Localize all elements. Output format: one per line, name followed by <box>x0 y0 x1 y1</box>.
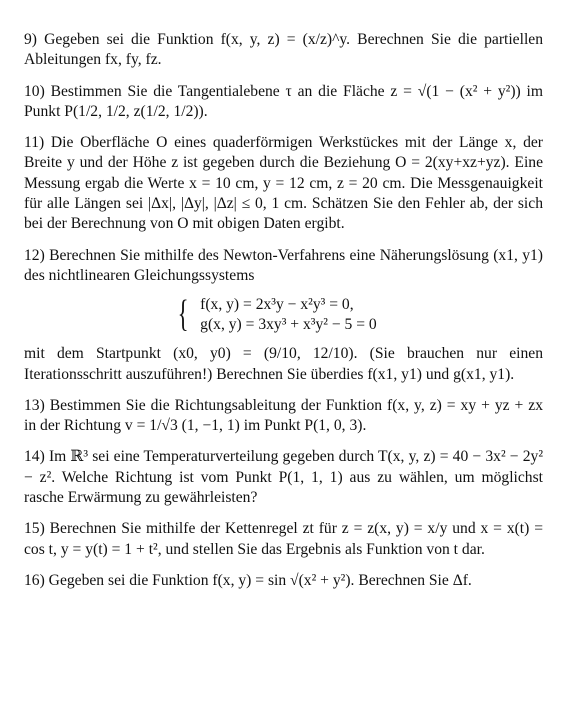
problem-12-start: mit dem Startpunkt (x0, y0) = (9/10, 12/10). (Sie brauchen nur einen Iterationsschritt auszuführen!) Berechnen Sie überdies f(x1, y1) und g(x1, y1). <box>24 345 543 383</box>
equation-g: g(x, y) = 3xy³ + x³y² − 5 = 0 <box>200 315 377 333</box>
problem-13: 13) Bestimmen Sie die Richtungsableitung der Funktion f(x, y, z) = xy + yz + zx in der Richtung v = 1/√3 (1, −1, 1) im Punkt P(1, 0, 3). <box>24 396 543 435</box>
equation-f: f(x, y) = 2x³y − x²y³ = 0, <box>200 296 354 314</box>
problem-11: 11) Die Oberfläche O eines quaderförmigen Werkstückes mit der Länge x, der Breite y und der Höhe z ist gegeben durch die Beziehung O = 2(xy+xz+yz). Eine Messung ergab die Werte x = 10 cm, y = 12 cm, z = 20 cm. Die Messgenauigkeit für alle Längen sei |Δx|, |Δy|, |Δz| ≤ 0, 1 cm. Schätzen Sie den Fehler ab, der sich bei der Berechnung von O mit obigen Daten ergibt. <box>24 134 543 233</box>
problem-14: 14) Im ℝ³ sei eine Temperaturverteilung gegeben durch T(x, y, z) = 40 − 3x² − 2y² − z². Welche Richtung ist vom Punkt P(1, 1, 1) aus zu wählen, um möglichst rasche Erwärmung zu gewährleisten? <box>24 448 543 507</box>
problem-12 <box>24 246 543 385</box>
problem-15: 15) Berechnen Sie mithilfe der Kettenregel zt für z = z(x, y) = x/y und x = x(t) = cos t, y = y(t) = 1 + t², und stellen Sie das Ergebnis als Funktion von t dar. <box>24 520 543 558</box>
problem-12-intro: 12) Berechnen Sie mithilfe des Newton-Verfahrens eine Näherungslösung (x1, y1) des nichtlinearen Gleichungssystems <box>24 246 543 284</box>
brace-symbol: { <box>177 293 189 336</box>
equation-system <box>174 295 543 334</box>
problem-9: 9) Gegeben sei die Funktion f(x, y, z) = (x/z)^y. Berechnen Sie die partiellen Ableitungen fx, fy, fz. <box>24 31 543 69</box>
problem-10: 10) Bestimmen Sie die Tangentialebene τ an die Fläche z = √(1 − (x² + y²)) im Punkt P(1/2, 1/2, z(1/2, 1/2)). <box>24 82 543 120</box>
exercise-sheet <box>24 30 543 591</box>
problem-16: 16) Gegeben sei die Funktion f(x, y) = sin √(x² + y²). Berechnen Sie Δf. <box>24 571 472 589</box>
